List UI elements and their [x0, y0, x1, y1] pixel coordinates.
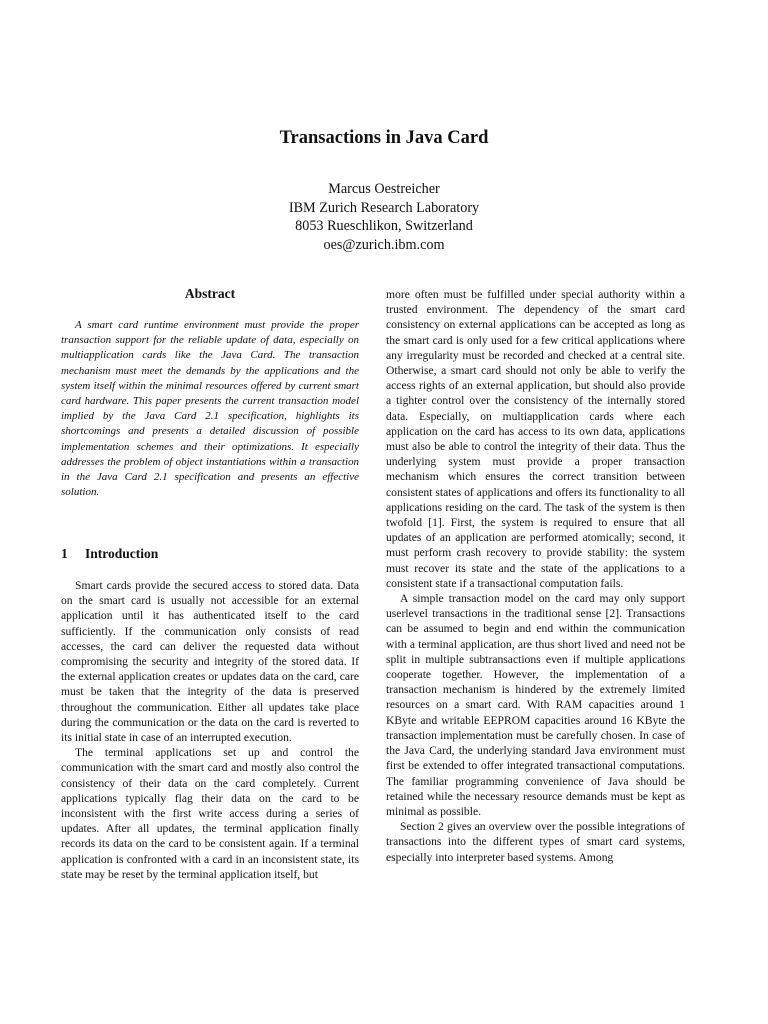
paper-title: Transactions in Java Card — [279, 128, 489, 148]
abstract-text: A smart card runtime environment must provide the proper transaction support for the reliable update of data, especially on multiapplication cards like the Java Card. The transaction mechanism must meet the demands by the applications and the system itself within the minimal resources offered by current smart card hardware. This paper presents the current transaction model implied by the Java Card 2.1 specification, highlights its shortcomings and presents a detailed discussion of possible implementation schemes and their optimizations. It especially addresses the problem of object instantiations within a transaction in the Java Card 2.1 specification and presents an effective solution. — [61, 319, 359, 499]
introduction-right-text — [386, 287, 685, 865]
author-affiliation: IBM Zurich Research Laboratory — [288, 199, 480, 216]
introduction-left-text — [61, 578, 359, 882]
paragraph: more often must be fulfilled under special authority within a trusted environment. The dependency of the smart card consistency on external applications can be accepted as long as the smart card is only used for a few critical applications where any irregularity must be recorded and checked at a central site. Otherwise, a smart card should not only be able to verify the access rights of an external application, but should also provide a tighter control over the consistency of the internally stored data. Especially, on multiapplication cards where each application on the card has access to its own data, applications must also be able to control the integrity of their data. Thus the underlying system must provide a proper transaction mechanism which ensures the correct transition between consistent states of applications and offers its functionality to all applications residing on the card. The task of the system is then twofold [1]. First, the system is required to ensure that all updates of an application are performed atomically; second, it must perform crash recovery to provide stability: the system must recover its state and the state of the applications to a consistent state if a transactional computation fails. — [386, 288, 685, 590]
section-heading-introduction — [61, 546, 359, 562]
abstract-heading: Abstract — [184, 286, 236, 301]
section-title: Introduction — [85, 546, 159, 561]
paragraph: The terminal applications set up and control the communication with the smart card and mostly also control the consistency of their data on the card completely. Current applications typically flag their data on the card to be inconsistent with the first write access during a series of updates. After all updates, the terminal application finally records its data on the card to be consistent again. If a terminal application is confronted with a card in an inconsistent state, its state may be reset by the terminal application itself, but — [61, 746, 359, 881]
paragraph: Section 2 gives an overview over the possible integrations of transactions into the different types of smart card systems, especially into interpreter based systems. Among — [386, 820, 685, 864]
section-number: 1 — [61, 546, 68, 561]
author-address: 8053 Rueschlikon, Switzerland — [295, 218, 473, 234]
author-name: Marcus Oestreicher — [328, 181, 440, 197]
author-email: oes@zurich.ibm.com — [323, 236, 445, 253]
paragraph: A simple transaction model on the card may only support userlevel transactions in the traditional sense [2]. Transactions can be assumed to begin and end within the communication with a terminal application, are thus short lived and need not be split in multiple subtransactions even if multiple applications cooperate together. However, the implementation of a transaction mechanism is hindered by the extremely limited resources on a smart card. With RAM capacities around 1 KByte and writable EEPROM capacities around 16 KByte the transaction implementation must be carefully chosen. In case of the Java Card, the underlying standard Java environment must first be extended to offer integrated transactional computations. The familiar programming convenience of Java should be retained while the necessary resource demands must be kept as minimal as possible. — [386, 592, 685, 818]
paragraph: Smart cards provide the secured access to stored data. Data on the smart card is usually not accessible for an external application until it has authenticated itself to the card sufficiently. If the communication only consists of read accesses, the card can deliver the requested data without compromising the security and integrity of the stored data. If the external application creates or updates data on the card, care must be taken that the integrity of the data is preserved throughout the communication. Either all updates take place during the communication or the data on the card is reverted to its initial state in case of an interrupted execution. — [61, 579, 359, 745]
author-block — [0, 180, 768, 254]
